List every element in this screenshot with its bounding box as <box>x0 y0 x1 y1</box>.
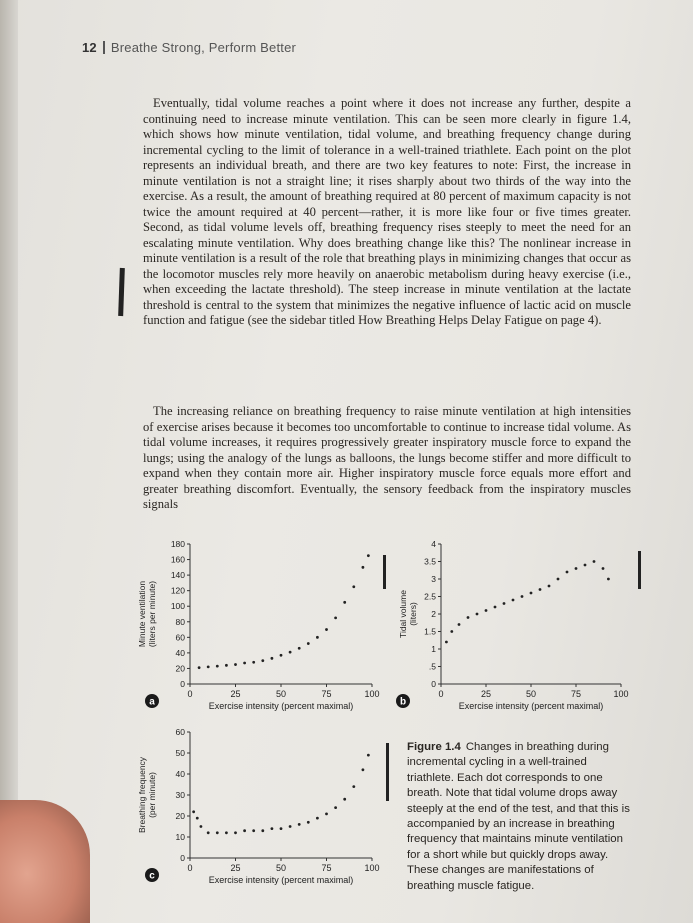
x-tick-label: 0 <box>187 689 193 699</box>
y-tick-label: 20 <box>175 811 185 821</box>
figure-caption <box>407 740 632 894</box>
data-point <box>352 785 355 788</box>
y-tick-label: 40 <box>175 769 185 779</box>
running-header <box>82 40 296 55</box>
reader-thumb <box>0 800 90 923</box>
x-axis-label: Exercise intensity (percent maximal) <box>208 875 354 885</box>
data-point <box>192 810 195 813</box>
y-tick-label: 0 <box>180 679 185 689</box>
y-tick-label: 80 <box>175 616 185 627</box>
y-tick-label: 180 <box>170 539 185 549</box>
data-point <box>450 630 453 633</box>
data-point <box>476 613 479 616</box>
y-tick-label: 0 <box>431 679 436 689</box>
x-tick-label: 50 <box>525 689 537 699</box>
data-point <box>367 754 370 757</box>
data-point <box>494 606 497 609</box>
chart-c-breathing-frequency <box>132 724 382 894</box>
figure-caption-text: Changes in breathing during incremental cycling in a well-trained triathlete. Each dot corresponds to one breath. Note that tidal volume drops away steeply at the end of the test, and that this is accompanied by an increase in breathing frequency that maintains minute ventilation for a short while but quickly drops away. These changes are manifestations of breathing muscle fatigue. <box>407 741 630 892</box>
data-point <box>216 831 219 834</box>
x-tick-label: 75 <box>321 689 332 699</box>
data-point <box>280 827 283 830</box>
data-point <box>512 599 515 602</box>
y-axis-label: Minute ventilation <box>137 580 147 648</box>
data-point <box>485 609 488 612</box>
y-tick-label: 0 <box>180 853 185 863</box>
data-point <box>261 829 264 832</box>
data-point <box>503 602 506 605</box>
y-axis-label-units: (per minute) <box>147 772 157 818</box>
data-point <box>271 657 274 660</box>
data-point <box>445 641 448 644</box>
data-point <box>467 616 470 619</box>
data-point <box>343 798 346 801</box>
y-tick-label: 20 <box>175 663 185 674</box>
data-point <box>575 567 578 570</box>
x-tick-label: 100 <box>364 863 380 873</box>
data-point <box>593 560 596 563</box>
x-tick-label: 100 <box>613 689 629 699</box>
data-point <box>458 623 461 626</box>
data-point <box>271 827 274 830</box>
page-number: 12 <box>82 40 97 55</box>
data-point <box>225 831 228 834</box>
y-tick-label: 100 <box>170 601 185 612</box>
y-tick-label: 160 <box>170 554 185 565</box>
data-point <box>225 664 228 667</box>
panel-label: c <box>149 870 155 882</box>
data-point <box>298 647 301 650</box>
data-point <box>200 825 203 828</box>
y-tick-label: 140 <box>170 570 185 581</box>
x-axis-label: Exercise intensity (percent maximal) <box>458 701 604 711</box>
page-edge-shadow <box>0 0 18 923</box>
data-point <box>289 825 292 828</box>
data-point <box>289 651 292 654</box>
data-point <box>216 665 219 668</box>
x-tick-label: 25 <box>230 863 241 873</box>
data-point <box>196 817 199 820</box>
x-tick-label: 0 <box>187 863 193 873</box>
data-point <box>261 659 264 662</box>
x-tick-label: 100 <box>364 689 380 699</box>
data-point <box>566 571 569 574</box>
data-point <box>325 813 328 816</box>
y-axis-label-units: (liters per minute) <box>147 580 157 648</box>
y-tick-label: 10 <box>175 832 185 842</box>
data-point <box>334 616 337 619</box>
data-point <box>280 654 283 657</box>
panel-label: b <box>399 696 407 708</box>
header-divider <box>103 41 105 54</box>
data-point <box>521 595 524 598</box>
data-point <box>307 642 310 645</box>
data-point <box>334 806 337 809</box>
y-tick-label: 40 <box>175 647 185 658</box>
x-axis-label: Exercise intensity (percent maximal) <box>208 701 354 711</box>
panel-label: a <box>149 696 155 708</box>
body-paragraph-2: The increasing reliance on breathing frequency to raise minute ventilation at high intensities of exercise arises because it becomes too uncomfortable to continue to increase tidal volume. As tidal volume increases, it requires progressively greater inspiratory muscle force to expand the lungs; using the analogy of the lungs as balloons, the lungs become stiffer and more difficult to expand when they contain more air. Higher inspiratory muscle force equals more effort and greater breathing discomfort. Eventually, the sensory feedback from the inspiratory muscles signals <box>143 404 631 511</box>
figure-label: Figure 1.4 <box>407 741 461 753</box>
data-point <box>325 628 328 631</box>
data-point <box>602 567 605 570</box>
margin-pen-mark <box>386 743 389 801</box>
data-point <box>367 554 370 557</box>
data-point <box>252 829 255 832</box>
data-point <box>343 601 346 604</box>
x-tick-label: 25 <box>230 689 241 699</box>
data-point <box>243 662 246 665</box>
y-tick-label: 2.5 <box>424 591 436 602</box>
data-point <box>530 592 533 595</box>
y-tick-label: 1.5 <box>424 626 436 637</box>
data-point <box>316 636 319 639</box>
x-tick-label: 75 <box>570 689 582 699</box>
x-tick-label: 50 <box>275 689 287 699</box>
y-tick-label: 60 <box>175 632 185 643</box>
book-title: Breathe Strong, Perform Better <box>110 40 297 55</box>
chart-b-tidal-volume <box>393 536 638 726</box>
data-point <box>352 585 355 588</box>
data-point <box>362 566 365 569</box>
margin-pen-mark <box>638 551 641 589</box>
data-point <box>307 821 310 824</box>
y-tick-label: 120 <box>170 585 185 596</box>
data-point <box>234 663 237 666</box>
data-point <box>362 768 365 771</box>
y-tick-label: .5 <box>428 661 436 672</box>
y-tick-label: 2 <box>431 609 436 619</box>
data-point <box>607 578 610 581</box>
y-tick-label: 30 <box>175 790 185 800</box>
data-point <box>207 665 210 668</box>
data-point <box>539 588 542 591</box>
chart-a-minute-ventilation <box>132 536 382 726</box>
x-tick-label: 50 <box>275 863 287 873</box>
data-point <box>548 585 551 588</box>
y-axis-label: Tidal volume <box>398 590 408 638</box>
data-point <box>198 666 201 669</box>
data-point <box>243 829 246 832</box>
y-tick-label: 4 <box>431 539 436 549</box>
y-tick-label: 3.5 <box>424 556 436 567</box>
data-point <box>252 661 255 664</box>
data-point <box>298 823 301 826</box>
data-point <box>234 831 237 834</box>
y-tick-label: 50 <box>175 748 185 758</box>
data-point <box>557 578 560 581</box>
data-point <box>316 817 319 820</box>
y-tick-label: 60 <box>175 727 185 737</box>
x-tick-label: 25 <box>480 689 492 699</box>
margin-pen-mark <box>383 555 386 589</box>
x-tick-label: 75 <box>321 863 332 873</box>
y-tick-label: 3 <box>431 574 436 584</box>
body-paragraph-1: Eventually, tidal volume reaches a point where it does not increase any further, despite a continuing need to increase minute ventilation. This can be seen more clearly in figure 1.4, which shows how minute ventilation, tidal volume, and breathing frequency change during incremental cycling to the limit of tolerance in a well-trained triathlete. Each point on the plot represents an individual breath, and there are two key features to note: First, the increase in minute ventilation is not a straight line; it rises sharply about two thirds of the way into the exercise. As a result, the amount of breathing required at 80 percent of maximum capacity is not twice the amount required at 40 percent—rather, it is more like four or five times greater. Second, as tidal volume levels off, breathing frequency rises steeply to meet the need for an escalating minute ventilation. Why does breathing change like this? The nonlinear increase in minute ventilation is a result of the role that breathing plays in minimizing changes that occur as the locomotor muscles rely more heavily on anaerobic metabolism during heavy exercise (i.e., when exceeding the lactate threshold). The steep increase in minute ventilation at the lactate threshold is central to the system that minimizes the negative influence of lactic acid on muscle function and fatigue (see the sidebar titled How Breathing Helps Delay Fatigue on page 4). <box>143 96 631 327</box>
y-axis-label-units: (liters) <box>408 602 418 626</box>
data-point <box>584 564 587 567</box>
data-point <box>207 831 210 834</box>
x-tick-label: 0 <box>438 689 444 699</box>
y-axis-label: Breathing frequency <box>137 756 147 834</box>
y-tick-label: 1 <box>431 644 436 654</box>
